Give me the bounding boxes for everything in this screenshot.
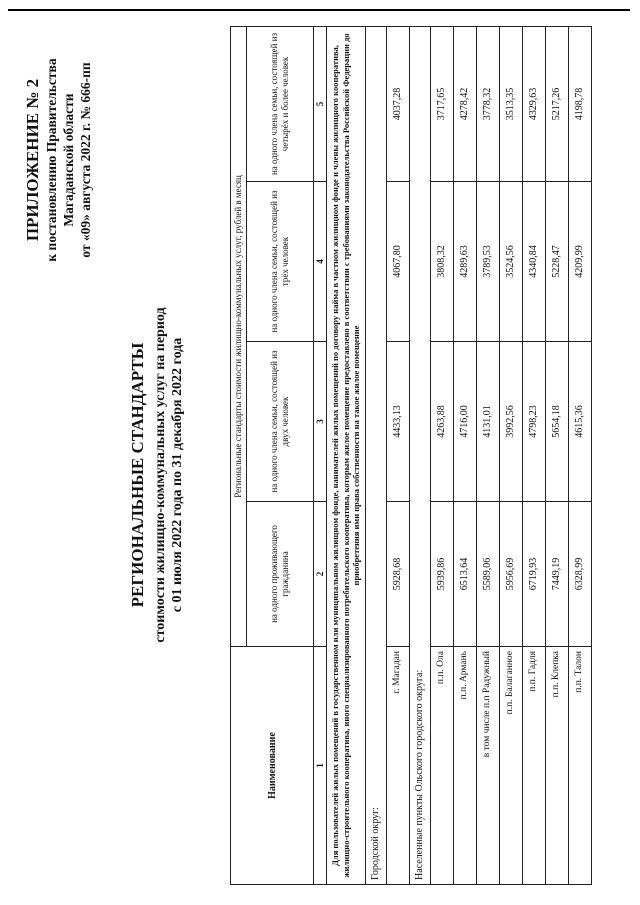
document-subtitle-line-2: с 01 июля 2022 года по 31 декабря 2022 года (170, 337, 185, 613)
locality-name: п.п. Гадля (522, 647, 545, 885)
document-heading (128, 245, 186, 705)
rotated-document-page (8, 15, 630, 895)
standard-value: 4289,63 (453, 182, 476, 342)
standard-value: 4329,63 (522, 26, 545, 181)
appendix-title: ПРИЛОЖЕНИЕ № 2 (23, 78, 42, 242)
section-row (409, 26, 430, 884)
locality-name: п.п. Талон (568, 647, 591, 885)
locality-name: п.п. Ола (430, 647, 453, 885)
col-header-four-plus: на одного члена семьи, состоящей из четырёх и более человек (247, 26, 314, 181)
section-row (365, 26, 386, 884)
document-title: РЕГИОНАЛЬНЫЕ СТАНДАРТЫ (128, 342, 147, 608)
standard-value: 4278,42 (453, 26, 476, 181)
standard-value: 6513,64 (453, 502, 476, 647)
standard-value: 4209,99 (568, 182, 591, 342)
appendix-line-2: Магаданской области (61, 93, 76, 227)
standard-value: 7449,19 (545, 502, 568, 647)
standard-value: 3778,32 (476, 26, 499, 181)
locality-name: г. Магадан (386, 647, 409, 885)
standard-value: 4433,13 (386, 342, 409, 502)
locality-name: п.п. Армань (453, 647, 476, 885)
appendix-line-1: к постановлению Правительства (44, 58, 59, 262)
standard-value: 3789,53 (476, 182, 499, 342)
locality-name: п.п. Клепка (545, 647, 568, 885)
locality-name: п.п. Балаганное (499, 647, 522, 885)
table-row (430, 26, 453, 884)
section-label: Населенные пункты Ольского городского округа: (409, 26, 430, 884)
standard-value: 4615,36 (568, 342, 591, 502)
standard-value: 6719,93 (522, 502, 545, 647)
standards-table (230, 26, 592, 885)
locality-name: в том числе п.п Радужный (476, 647, 499, 885)
applicability-note: Для пользователей жилых помещений в государственном или муниципальном жилищном фонде, нанимателей жилых помещений по договору найма в частном жилищном фонде и члены жилищного кооператива, жилищно-строительного кооператива, иного специализированного потребительского кооператива, которым жилое помещение предоставлено в соответствии с требованиями законодательства Российской Федерации до приобретения ими права собственности на такое жилое помещение (327, 26, 366, 884)
standard-value: 4131,01 (476, 342, 499, 502)
appendix-line-3: от «09» августа 2022 г. № 666-пп (78, 62, 93, 258)
column-number: 5 (314, 26, 327, 181)
standard-value: 4340,84 (522, 182, 545, 342)
table-row (386, 26, 409, 884)
standard-value: 3992,56 (499, 342, 522, 502)
column-number: 2 (314, 502, 327, 647)
page-edge-rule (8, 9, 630, 11)
standard-value: 3524,56 (499, 182, 522, 342)
table-row (499, 26, 522, 884)
standard-value: 5654,18 (545, 342, 568, 502)
standard-value: 4798,23 (522, 342, 545, 502)
standard-value: 4067,80 (386, 182, 409, 342)
col-header-single: на одного проживающего гражданина (247, 502, 314, 647)
standards-group-header: Региональные стандарты стоимости жилищно-коммунальных услуг, рублей в месяц (231, 26, 247, 646)
standard-value: 5956,69 (499, 502, 522, 647)
standard-value: 4037,28 (386, 26, 409, 181)
table-row (568, 26, 591, 884)
col-header-two-persons: на одного члена семьи, состоящей из двух человек (247, 342, 314, 502)
appendix-block (24, 25, 94, 295)
column-number: 3 (314, 342, 327, 502)
standard-value: 5928,68 (386, 502, 409, 647)
table-row (545, 26, 568, 884)
standard-value: 3513,35 (499, 26, 522, 181)
column-number: 4 (314, 182, 327, 342)
name-column-header: Наименование (231, 647, 314, 885)
standard-value: 4198,78 (568, 26, 591, 181)
document-subtitle-line-1: стоимости жилищно-коммунальных услуг на период (153, 307, 168, 643)
standard-value: 3808,32 (430, 182, 453, 342)
section-label: Городской округ: (365, 26, 386, 884)
column-number-row (314, 26, 327, 884)
standard-value: 6328,99 (568, 502, 591, 647)
column-number: 1 (314, 647, 327, 885)
table-row (476, 26, 499, 884)
standard-value: 3717,65 (430, 26, 453, 181)
standard-value: 5217,26 (545, 26, 568, 181)
table-header-row (231, 26, 247, 884)
table-row (453, 26, 476, 884)
standard-value: 5228,47 (545, 182, 568, 342)
standard-value: 5589,06 (476, 502, 499, 647)
table-row (522, 26, 545, 884)
standard-value: 5939,86 (430, 502, 453, 647)
standard-value: 4263,88 (430, 342, 453, 502)
col-header-three-persons: на одного члена семьи, состоящей из трёх человек (247, 182, 314, 342)
note-row (327, 26, 366, 884)
standard-value: 4716,00 (453, 342, 476, 502)
